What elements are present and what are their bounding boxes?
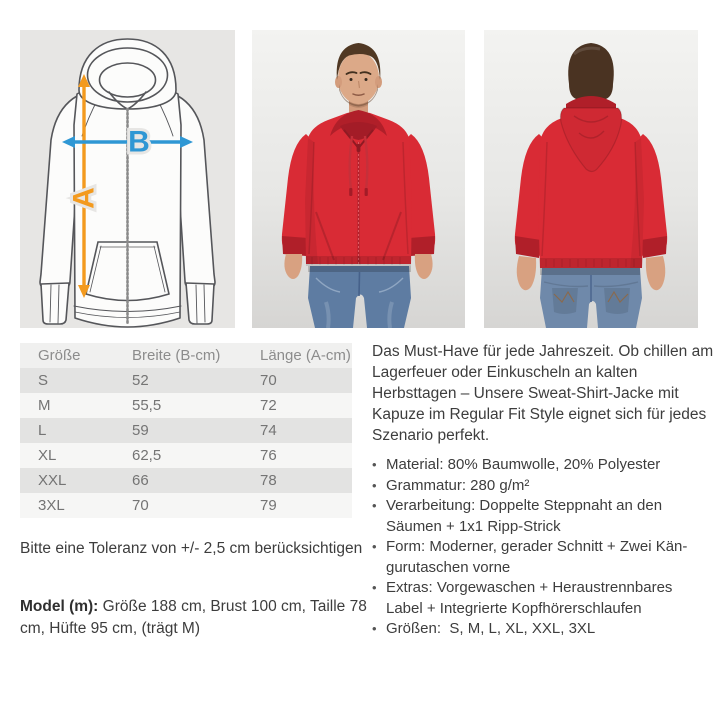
bullet-icon: •	[372, 580, 377, 595]
model-info-text: Größe 188 cm, Brust 100 cm, Taille 78 cm, Hüfte 95 cm, (trägt M)	[20, 598, 367, 637]
cell-length: 78	[260, 472, 277, 489]
cell-width: 59	[132, 422, 149, 439]
cell-size: L	[38, 422, 47, 439]
cell-size: XXL	[38, 472, 67, 489]
model-info	[20, 596, 368, 640]
cell-width: 55,5	[132, 397, 162, 414]
length-label-a: A	[67, 187, 101, 209]
red-hoodie-back	[515, 96, 667, 290]
product-photo-front	[252, 30, 465, 328]
front-view-illustration	[252, 30, 465, 328]
back-view-illustration	[484, 30, 698, 328]
hoodie-measure-diagram	[20, 30, 235, 328]
feature-form: • Form: Moderner, gerader Schnitt + Zwei Kängurutaschen vorne	[372, 537, 698, 578]
feature-verarbeitung: • Verarbeitung: Doppelte Steppnaht an den Säumen + 1x1 Ripp-Strick	[372, 496, 698, 537]
feature-extras: • Extras: Vorgewaschen + Heraustrennbares Label + Integrierte Kopfhörerschlaufen	[372, 578, 698, 619]
cell-length: 72	[260, 397, 277, 414]
back-pocket-left	[552, 288, 578, 314]
feature-list	[372, 455, 698, 640]
cell-width: 62,5	[132, 447, 162, 464]
col-header-size: Größe	[38, 347, 81, 364]
cell-length: 74	[260, 422, 277, 439]
back-pocket-right	[604, 288, 630, 314]
hoodie-outline-drawing	[40, 39, 215, 327]
size-row-xxl	[20, 468, 352, 493]
cell-size: 3XL	[38, 497, 65, 514]
cell-width: 52	[132, 372, 149, 389]
size-row-3xl	[20, 493, 352, 518]
bullet-icon: •	[372, 498, 377, 513]
cell-length: 76	[260, 447, 277, 464]
jeans-front	[308, 266, 411, 328]
bullet-icon: •	[372, 539, 377, 554]
product-photo-back	[484, 30, 698, 328]
red-hoodie-front	[282, 110, 435, 279]
col-header-length: Länge (A-cm)	[260, 347, 351, 364]
cell-size: XL	[38, 447, 57, 464]
cell-length: 70	[260, 372, 277, 389]
feature-material: • Material: 80% Baumwolle, 20% Polyester	[372, 455, 698, 476]
cell-width: 70	[132, 497, 149, 514]
feature-grammatur: • Grammatur: 280 g/m²	[372, 476, 698, 497]
bullet-icon: •	[372, 477, 377, 493]
feature-groessen: • Größen: S, M, L, XL, XXL, 3XL	[372, 619, 698, 640]
size-diagram-panel	[20, 30, 235, 328]
size-table	[20, 343, 352, 518]
size-row-s	[20, 368, 352, 393]
model-head-back	[568, 43, 614, 104]
bullet-icon: •	[372, 621, 377, 636]
cell-length: 79	[260, 497, 277, 514]
size-table-header	[20, 343, 352, 368]
tolerance-note: Bitte eine Toleranz von +/- 2,5 cm berücksichtigen	[20, 540, 363, 557]
cell-size: M	[38, 397, 51, 414]
size-row-l	[20, 418, 352, 443]
cell-size: S	[38, 372, 49, 389]
cell-width: 66	[132, 472, 149, 489]
col-header-width: Breite (B-cm)	[132, 347, 221, 364]
product-description: Das Must-Have für jede Jahreszeit. Ob chillen am Lagerfeuer oder Einkuscheln an kalten Herbsttagen – Unsere Sweat-Shirt-Jacke mit Kapuze im Regular Fit Style eignet sich für jedes Szenario perfekt.	[372, 343, 714, 444]
size-row-m	[20, 393, 352, 418]
description-column	[372, 341, 716, 640]
model-info-label: Model (m):	[20, 598, 99, 615]
size-row-xl	[20, 443, 352, 468]
jeans-back	[540, 268, 642, 328]
width-label-b: B	[128, 125, 150, 159]
bullet-icon: •	[372, 457, 377, 472]
